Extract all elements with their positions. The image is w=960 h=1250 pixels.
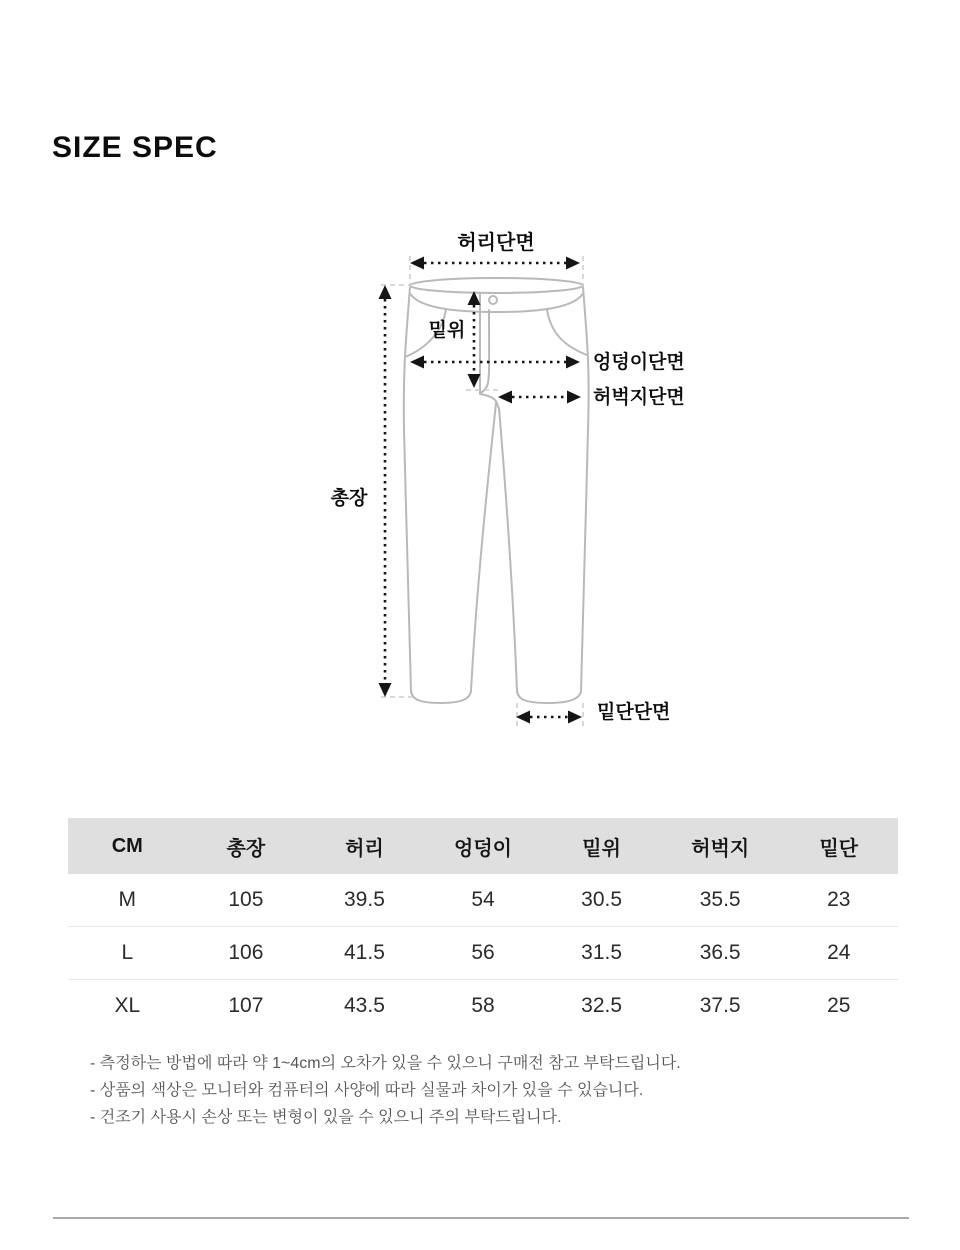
size-row-l [68, 926, 898, 979]
size-row-m [68, 874, 898, 926]
measurement-notes [90, 1050, 681, 1131]
size-cell: 105 [228, 888, 264, 911]
thigh-measure-arrow [498, 391, 581, 404]
size-cell: 30.5 [581, 888, 623, 911]
size-cell: 31.5 [581, 941, 623, 964]
size-cell: 56 [471, 941, 495, 964]
size-cell: 23 [827, 888, 851, 911]
thigh-label: 허벅지단면 [593, 387, 685, 408]
size-cell: 24 [827, 941, 851, 964]
size-cell: 107 [228, 994, 264, 1017]
header-cell: 밑단 [819, 837, 859, 860]
size-cell: 43.5 [344, 994, 385, 1017]
size-cell: 25 [827, 994, 851, 1017]
length-measure-arrow [379, 285, 392, 697]
rise-label: 밑위 [428, 320, 466, 341]
size-cell: 54 [471, 888, 495, 911]
size-cell: XL [114, 994, 141, 1017]
header-cell: 허벅지 [691, 837, 750, 860]
size-cell: 35.5 [699, 888, 741, 911]
bottom-divider-line [53, 1217, 909, 1219]
page-title: SIZE SPEC [52, 131, 218, 164]
waist-measure-arrow [410, 257, 580, 270]
size-cell: M [118, 888, 137, 911]
note-line: - 측정하는 방법에 따라 약 1~4cm의 오차가 있을 수 있으니 구매전 참고 부탁드립니다. [90, 1055, 681, 1072]
hip-label: 엉덩이단면 [593, 352, 685, 373]
size-cell: L [121, 941, 134, 964]
size-cell: 32.5 [581, 994, 623, 1017]
size-cell: 58 [471, 994, 495, 1017]
size-cell: 106 [228, 941, 264, 964]
header-cell: CM [111, 834, 143, 857]
hip-measure-arrow [410, 356, 580, 369]
note-line: - 건조기 사용시 손상 또는 변형이 있을 수 있으니 주의 부탁드립니다. [90, 1109, 562, 1126]
size-row-xl [68, 979, 898, 1032]
hem-label: 밑단단면 [597, 702, 671, 723]
note-line: - 상품의 색상은 모니터와 컴퓨터의 사양에 따라 실물과 차이가 있을 수 있습니다. [90, 1082, 644, 1099]
size-cell: 37.5 [699, 994, 741, 1017]
header-cell: 밑위 [582, 837, 621, 860]
header-cell: 허리 [345, 837, 384, 860]
header-cell: 엉덩이 [454, 837, 512, 860]
size-cell: 39.5 [344, 888, 385, 911]
size-cell: 36.5 [699, 941, 741, 964]
header-cell: 총장 [226, 837, 266, 860]
length-label: 총장 [330, 488, 368, 509]
size-cell: 41.5 [344, 941, 385, 964]
hem-measure-arrow [516, 711, 582, 724]
size-spec-table [68, 818, 898, 1032]
pants-outline-drawing [404, 278, 589, 703]
size-table-header-row [68, 818, 898, 874]
waist-label: 허리단면 [457, 232, 535, 254]
